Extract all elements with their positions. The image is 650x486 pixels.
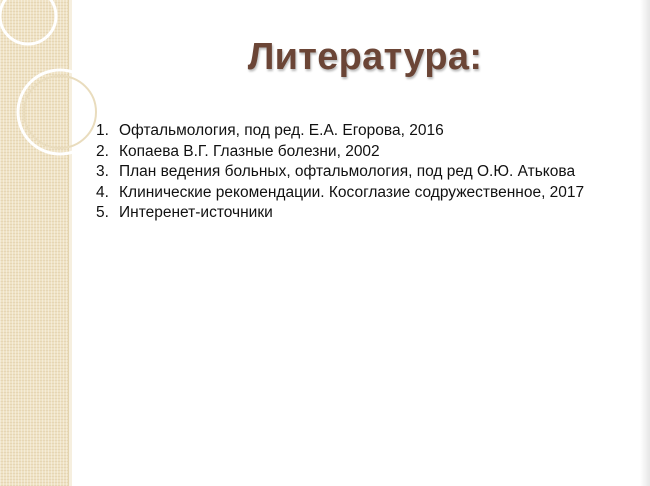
page-title: Литература: xyxy=(247,36,483,78)
reference-item-4 xyxy=(96,183,626,204)
reference-item-5 xyxy=(96,203,626,224)
reference-list xyxy=(96,121,626,224)
reference-number: 2. xyxy=(96,142,109,160)
right-edge-shadow xyxy=(640,0,650,486)
reference-text: Копаева В.Г. Глазные болезни, 2002 xyxy=(119,142,380,160)
reference-item-3 xyxy=(96,162,626,183)
reference-item-1 xyxy=(96,121,626,142)
reference-number: 4. xyxy=(96,183,109,201)
ring-lower xyxy=(18,70,102,154)
reference-number: 1. xyxy=(96,122,109,139)
ring-lower-inner xyxy=(24,76,96,148)
reference-text: Интеренет-источники xyxy=(119,204,273,221)
reference-number: 3. xyxy=(96,163,109,180)
reference-item-2 xyxy=(96,142,626,163)
reference-text: Офтальмология, под ред. Е.А. Егорова, 2016 xyxy=(119,122,444,139)
reference-text: Клинические рекомендации. Косоглазие содружественное, 2017 xyxy=(119,183,585,201)
reference-text: План ведения больных, офтальмология, под ред О.Ю. Атькова xyxy=(119,163,576,180)
reference-number: 5. xyxy=(96,204,109,221)
ring-upper xyxy=(0,0,56,44)
